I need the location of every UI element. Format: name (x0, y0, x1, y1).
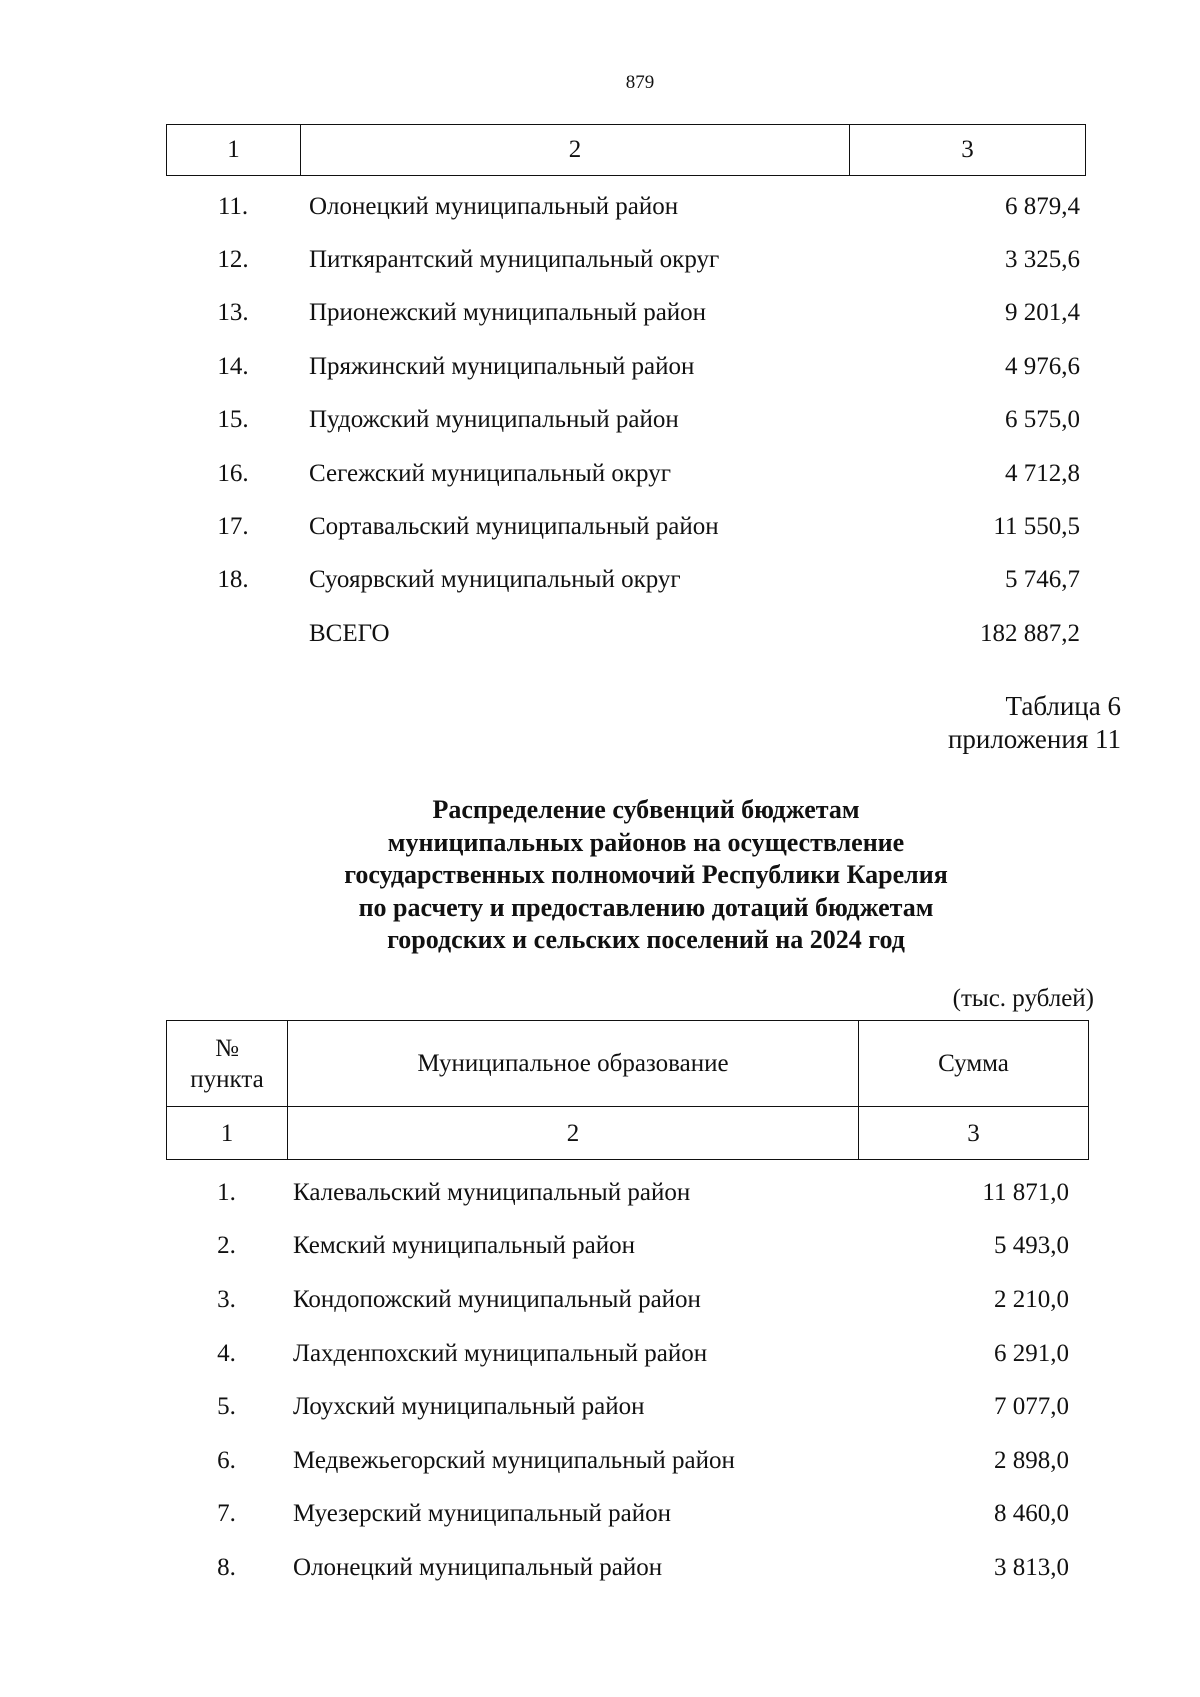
municipality-name: Лоухский муниципальный район (293, 1393, 645, 1421)
table-row (166, 1327, 1089, 1381)
document-title (166, 794, 1126, 957)
row-number: 12. (217, 246, 249, 274)
table-label (948, 690, 1121, 756)
header-number-column (167, 1021, 288, 1106)
row-number: 2. (217, 1232, 236, 1260)
row-number: 1. (217, 1178, 236, 1206)
amount: 7 077,0 (994, 1393, 1069, 1421)
table-row (166, 394, 1086, 447)
table-row (166, 1541, 1089, 1595)
table-row (166, 1488, 1089, 1542)
title-line: государственных полномочий Республики Карелия (344, 860, 948, 890)
amount: 4 976,6 (1005, 352, 1080, 380)
row-number: 14. (217, 352, 249, 380)
row-number: 11. (217, 192, 249, 220)
row-number: 17. (217, 513, 249, 541)
municipality-name: Сортавальский муниципальный район (309, 513, 719, 541)
row-number: 4. (217, 1339, 236, 1367)
header-municipality-column: Муниципальное образование (288, 1021, 859, 1106)
amount: 5 493,0 (994, 1232, 1069, 1260)
amount: 5 746,7 (1005, 566, 1080, 594)
table-row (166, 1380, 1089, 1434)
table-row (166, 287, 1086, 340)
amount: 3 813,0 (994, 1553, 1069, 1581)
table-row (166, 1166, 1089, 1220)
title-line: по расчету и предоставлению дотаций бюджетам (358, 892, 934, 922)
municipality-name: Лахденпохский муниципальный район (293, 1339, 708, 1367)
municipality-name: Муезерский муниципальный район (293, 1500, 671, 1528)
total-row (166, 607, 1086, 660)
row-number: 16. (217, 459, 249, 487)
municipality-name: Кондопожский муниципальный район (293, 1285, 701, 1313)
municipality-name: Суоярвский муниципальный округ (309, 566, 681, 594)
table2-body (166, 1166, 1089, 1595)
row-number: 3. (217, 1285, 236, 1313)
municipality-name: Питкярантский муниципальный округ (309, 246, 720, 274)
table-row (166, 1220, 1089, 1274)
municipality-name: Медвежьегорский муниципальный район (293, 1446, 735, 1474)
header-number-symbol: № (215, 1034, 239, 1062)
table-row (166, 500, 1086, 553)
table1-header-col2: 2 (301, 125, 850, 175)
table-row (166, 447, 1086, 500)
table2-header (166, 1020, 1089, 1160)
table2-header-row (167, 1021, 1088, 1107)
table-row (166, 554, 1086, 607)
row-number: 15. (217, 406, 249, 434)
table-row (166, 340, 1086, 393)
amount: 6 879,4 (1005, 192, 1080, 220)
table-row (166, 180, 1086, 233)
units-label: (тыс. рублей) (952, 985, 1094, 1012)
row-number: 13. (217, 299, 249, 327)
amount: 2 898,0 (994, 1446, 1069, 1474)
total-amount: 182 887,2 (980, 619, 1080, 647)
amount: 2 210,0 (994, 1285, 1069, 1313)
numbering-col1: 1 (167, 1107, 288, 1159)
table-label-line1: Таблица 6 (1005, 691, 1121, 721)
amount: 11 871,0 (982, 1178, 1069, 1206)
municipality-name: Пудожский муниципальный район (309, 406, 679, 434)
row-number: 18. (217, 566, 249, 594)
table1-header-col1: 1 (167, 125, 301, 175)
numbering-col2: 2 (288, 1107, 859, 1159)
page-number: 879 (625, 72, 655, 93)
table1-body (166, 180, 1086, 661)
table-row (166, 233, 1086, 286)
header-number-word: пункта (190, 1065, 264, 1093)
amount: 6 575,0 (1005, 406, 1080, 434)
table1-header (166, 124, 1086, 176)
amount: 4 712,8 (1005, 459, 1080, 487)
municipality-name: Калевальский муниципальный район (293, 1178, 691, 1206)
municipality-name: Олонецкий муниципальный район (309, 192, 679, 220)
amount: 8 460,0 (994, 1500, 1069, 1528)
amount: 6 291,0 (994, 1339, 1069, 1367)
municipality-name: Пряжинский муниципальный район (309, 352, 695, 380)
row-number: 5. (217, 1393, 236, 1421)
title-line: муниципальных районов на осуществление (387, 827, 905, 857)
municipality-name: Кемский муниципальный район (293, 1232, 635, 1260)
municipality-name: Олонецкий муниципальный район (293, 1553, 663, 1581)
row-number: 8. (217, 1553, 236, 1581)
amount: 11 550,5 (993, 513, 1080, 541)
row-number: 7. (217, 1500, 236, 1528)
total-label: ВСЕГО (309, 619, 390, 647)
table1-header-col3: 3 (961, 136, 974, 163)
title-line: Распределение субвенций бюджетам (432, 795, 860, 824)
header-sum-column: Сумма (938, 1050, 1009, 1077)
table-row (166, 1273, 1089, 1327)
amount: 3 325,6 (1005, 246, 1080, 274)
table-row (166, 1434, 1089, 1488)
numbering-col3: 3 (967, 1119, 980, 1147)
row-number: 6. (217, 1446, 236, 1474)
title-line: городских и сельских поселений на 2024 год (387, 925, 905, 955)
municipality-name: Сегежский муниципальный округ (309, 459, 671, 487)
table-label-line2: приложения 11 (947, 724, 1121, 754)
municipality-name: Прионежский муниципальный район (309, 299, 707, 327)
table2-numbering-row (167, 1107, 1088, 1159)
amount: 9 201,4 (1005, 299, 1080, 327)
